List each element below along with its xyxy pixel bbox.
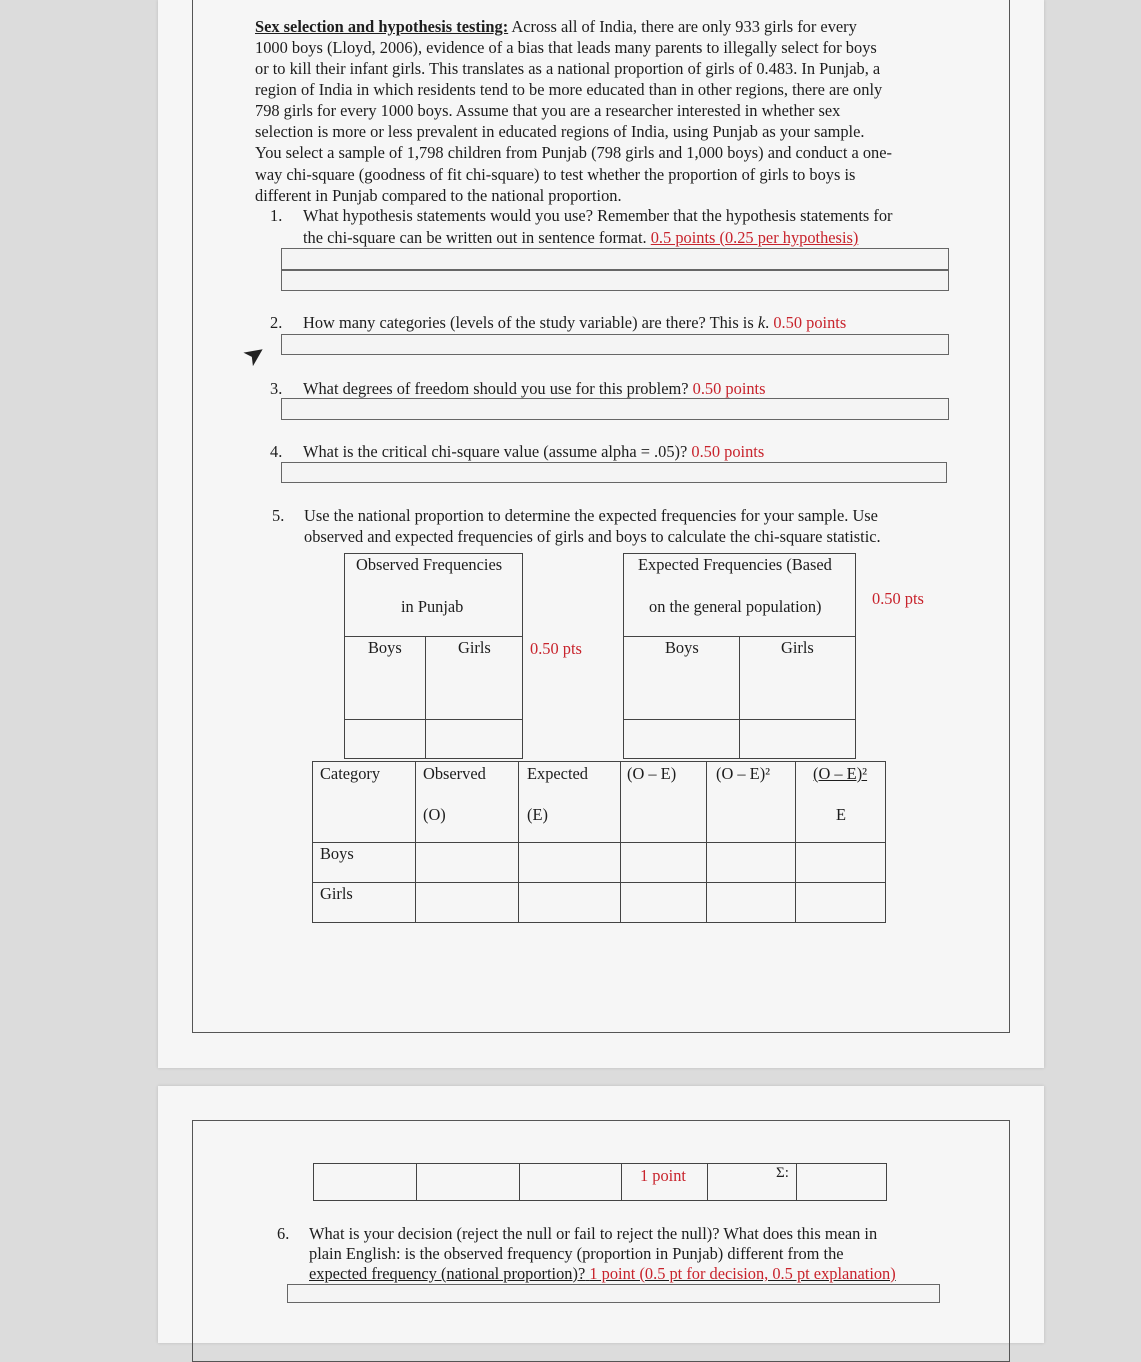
intro-line: selection is more or less prevalent in educated regions of India, using Punjab as your sample.	[255, 122, 865, 141]
calc-header-observed	[416, 762, 519, 843]
q6-text-line3	[309, 1264, 896, 1285]
observed-boys-label: Boys	[368, 638, 402, 657]
q2-text: How many categories (levels of the study variable) are there? This is	[303, 313, 758, 332]
sum-cell-expected	[520, 1164, 622, 1201]
intro-line-0	[255, 17, 857, 38]
q4-line	[303, 442, 764, 463]
intro-line: way chi-square (goodness of fit chi-square) to test whether the proportion of girls to boys is	[255, 165, 856, 184]
q1-points: 0.5 points (0.25 per hypothesis)	[650, 228, 859, 247]
calc-girls-expected-input[interactable]	[519, 883, 621, 923]
q2-line	[303, 313, 846, 334]
calc-row-boys-category	[313, 843, 416, 883]
intro-line: region of India in which residents tend to be more educated than in other regions, there are only	[255, 80, 883, 99]
expected-girls-label: Girls	[781, 638, 814, 657]
intro-line: 1000 boys (Lloyd, 2006), evidence of a bias that leads many parents to illegally select for boys	[255, 38, 877, 57]
calc-boys-ratio-input[interactable]	[796, 843, 886, 883]
observed-frequencies-table	[344, 553, 523, 759]
calc-header-category	[313, 762, 416, 843]
q3-points: 0.50 points	[692, 379, 766, 398]
q6-text: expected frequency (national proportion)?	[309, 1264, 586, 1283]
calc-header-diff-sq-label: (O – E)²	[716, 764, 771, 783]
chi-square-calc-table	[312, 761, 886, 923]
calc-girls-diff-input[interactable]	[621, 883, 707, 923]
calc-header-expected-label: Expected	[527, 764, 588, 783]
observed-title-line2: in Punjab	[401, 597, 464, 616]
q1-text-line2	[303, 228, 858, 249]
q2-answer-field[interactable]	[281, 334, 949, 355]
expected-boys-header	[624, 637, 740, 720]
q1-answer-field-null[interactable]	[281, 248, 949, 270]
expected-boys-label: Boys	[665, 638, 699, 657]
calc-boys-observed-input[interactable]	[416, 843, 519, 883]
q6-points: 1 point (0.5 pt for decision, 0.5 pt explanation)	[589, 1264, 896, 1283]
calc-header-diff-label: (O – E)	[627, 764, 677, 783]
calc-header-ratio	[796, 762, 886, 843]
q5-text-line2: observed and expected frequencies of girls and boys to calculate the chi-square statistic.	[304, 527, 881, 546]
observed-girls-label: Girls	[458, 638, 491, 657]
q2-points: 0.50 points	[773, 313, 847, 332]
calc-boys-diff-sq-input[interactable]	[707, 843, 796, 883]
q1-text-line1: What hypothesis statements would you use? Remember that the hypothesis statements for	[303, 206, 893, 225]
q2-k: k	[757, 313, 766, 332]
sum-cell-sigma	[708, 1164, 797, 1201]
expected-title-line1: Expected Frequencies (Based	[638, 555, 832, 574]
calc-girls-observed-input[interactable]	[416, 883, 519, 923]
chi-square-total-input[interactable]	[797, 1164, 887, 1201]
q3-number: 3.	[270, 379, 283, 398]
intro-title: Sex selection and hypothesis testing:	[255, 17, 509, 36]
sigma-icon: Σ:	[776, 1165, 789, 1181]
expected-girls-header	[740, 637, 856, 720]
observed-title-line1: Observed Frequencies	[356, 555, 503, 574]
calc-header-expected	[519, 762, 621, 843]
calc-row-girls-label: Girls	[320, 884, 353, 903]
sum-cell-observed	[417, 1164, 520, 1201]
intro-line: You select a sample of 1,798 children from Punjab (798 girls and 1,000 boys) and conduct a one-	[255, 143, 892, 162]
calc-girls-ratio-input[interactable]	[796, 883, 886, 923]
calc-boys-diff-input[interactable]	[621, 843, 707, 883]
calc-header-diff	[621, 762, 707, 843]
expected-boys-input[interactable]	[624, 720, 740, 759]
intro-line: different in Punjab compared to the national proportion.	[255, 186, 622, 205]
q3-text: What degrees of freedom should you use for this problem?	[303, 379, 689, 398]
expected-header-cell	[624, 554, 856, 637]
q1-number: 1.	[270, 206, 283, 225]
sum-points: 1 point	[640, 1166, 686, 1185]
calc-girls-diff-sq-input[interactable]	[707, 883, 796, 923]
chi-square-sum-row	[313, 1163, 887, 1201]
q5-text-line1: Use the national proportion to determine the expected frequencies for your sample. Use	[304, 506, 878, 525]
sum-cell-points	[622, 1164, 708, 1201]
q6-text-line1: What is your decision (reject the null or fail to reject the null)? What does this mean in	[309, 1224, 878, 1243]
q3-line	[303, 379, 766, 400]
observed-header-cell	[345, 554, 523, 637]
observed-points: 0.50 pts	[530, 639, 582, 658]
expected-points: 0.50 pts	[872, 589, 924, 608]
observed-girls-input[interactable]	[426, 720, 523, 759]
calc-header-expected-sub: (E)	[527, 805, 548, 824]
q4-text: What is the critical chi-square value (assume alpha = .05)?	[303, 442, 688, 461]
cursor-arrow-icon: ➤	[237, 336, 272, 373]
q6-answer-field[interactable]	[287, 1284, 940, 1303]
q2-after: .	[765, 313, 770, 332]
q4-points: 0.50 points	[691, 442, 765, 461]
calc-header-diff-sq	[707, 762, 796, 843]
calc-header-ratio-numerator: (O – E)²	[813, 764, 868, 783]
q4-answer-field[interactable]	[281, 462, 947, 483]
calc-boys-expected-input[interactable]	[519, 843, 621, 883]
q4-number: 4.	[270, 442, 283, 461]
q3-answer-field[interactable]	[281, 398, 949, 420]
observed-girls-header	[426, 637, 523, 720]
observed-boys-header	[345, 637, 426, 720]
q1-answer-field-alternative[interactable]	[281, 270, 949, 291]
calc-row-girls-category	[313, 883, 416, 923]
intro-line: 798 girls for every 1000 boys. Assume that you are a researcher interested in whether sex	[255, 101, 841, 120]
calc-header-observed-sub: (O)	[423, 805, 446, 824]
calc-header-ratio-denominator: E	[836, 805, 847, 824]
q1-text: the chi-square can be written out in sentence format.	[303, 228, 647, 247]
calc-header-category-label: Category	[320, 764, 381, 783]
q6-number: 6.	[277, 1224, 290, 1243]
intro-line: or to kill their infant girls. This translates as a national proportion of girls of 0.483. In Punjab, a	[255, 59, 881, 78]
q2-number: 2.	[270, 313, 283, 332]
q6-text-line2: plain English: is the observed frequency (proportion in Punjab) different from the	[309, 1244, 844, 1263]
expected-girls-input[interactable]	[740, 720, 856, 759]
intro-text: Across all of India, there are only 933 girls for every	[511, 17, 857, 36]
calc-header-observed-label: Observed	[423, 764, 486, 783]
q5-number: 5.	[272, 506, 285, 525]
observed-boys-input[interactable]	[345, 720, 426, 759]
calc-row-boys-label: Boys	[320, 844, 354, 863]
expected-title-line2: on the general population)	[649, 597, 822, 616]
sum-cell-category	[314, 1164, 417, 1201]
expected-frequencies-table	[623, 553, 856, 759]
